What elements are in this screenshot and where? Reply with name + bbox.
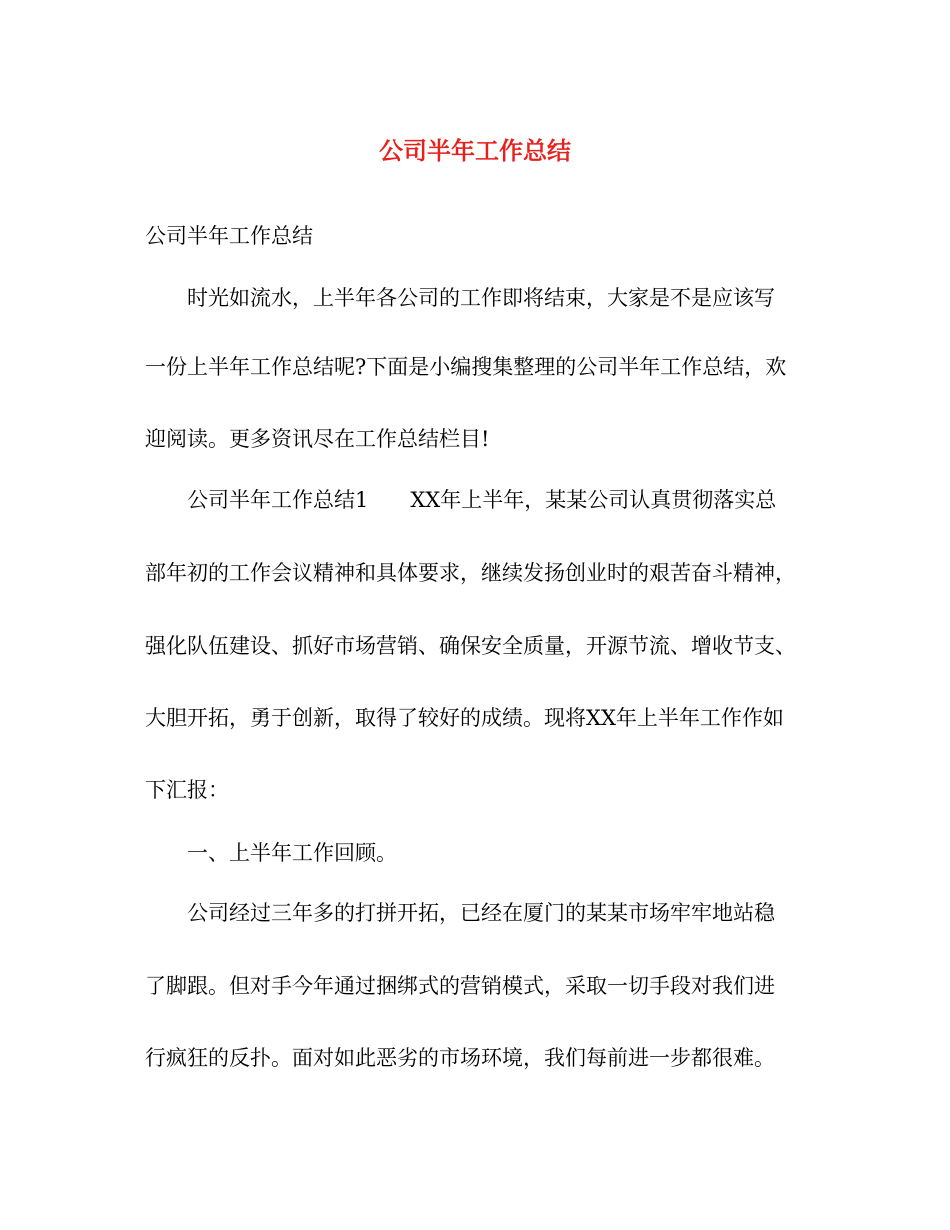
paragraph-line: 下汇报：: [145, 778, 229, 802]
paragraph-line: 部年初的工作会议精神和具体要求，继续发扬创业时的艰苦奋斗精神，: [145, 561, 796, 585]
paragraph-line: 公司经过三年多的打拼开拓，已经在厦门的某某市场牢牢地站稳: [145, 901, 775, 925]
paragraph-line: 行疯狂的反扑。面对如此恶劣的市场环境，我们每前进一步都很难。: [145, 1046, 775, 1070]
section-heading: 一、上半年工作回顾。: [145, 841, 397, 865]
paragraph-line: 一份上半年工作总结呢?下面是小编搜集整理的公司半年工作总结，欢: [145, 355, 787, 379]
paragraph-line: 了脚跟。但对手今年通过捆绑式的营销模式，采取一切手段对我们进: [145, 974, 775, 998]
document-title: 公司半年工作总结: [379, 136, 571, 165]
paragraph-line: 迎阅读。更多资讯尽在工作总结栏目!: [145, 427, 490, 451]
document-subtitle: 公司半年工作总结: [145, 224, 313, 248]
paragraph-line: 大胆开拓，勇于创新，取得了较好的成绩。现将XX年上半年工作作如: [145, 706, 784, 730]
paragraph-line: 强化队伍建设、抓好市场营销、确保安全质量，开源节流、增收节支、: [145, 634, 796, 658]
paragraph-line: 公司半年工作总结1 XX年上半年，某某公司认真贯彻落实总: [145, 488, 777, 512]
paragraph-line: 时光如流水，上半年各公司的工作即将结束，大家是不是应该写: [145, 286, 775, 310]
